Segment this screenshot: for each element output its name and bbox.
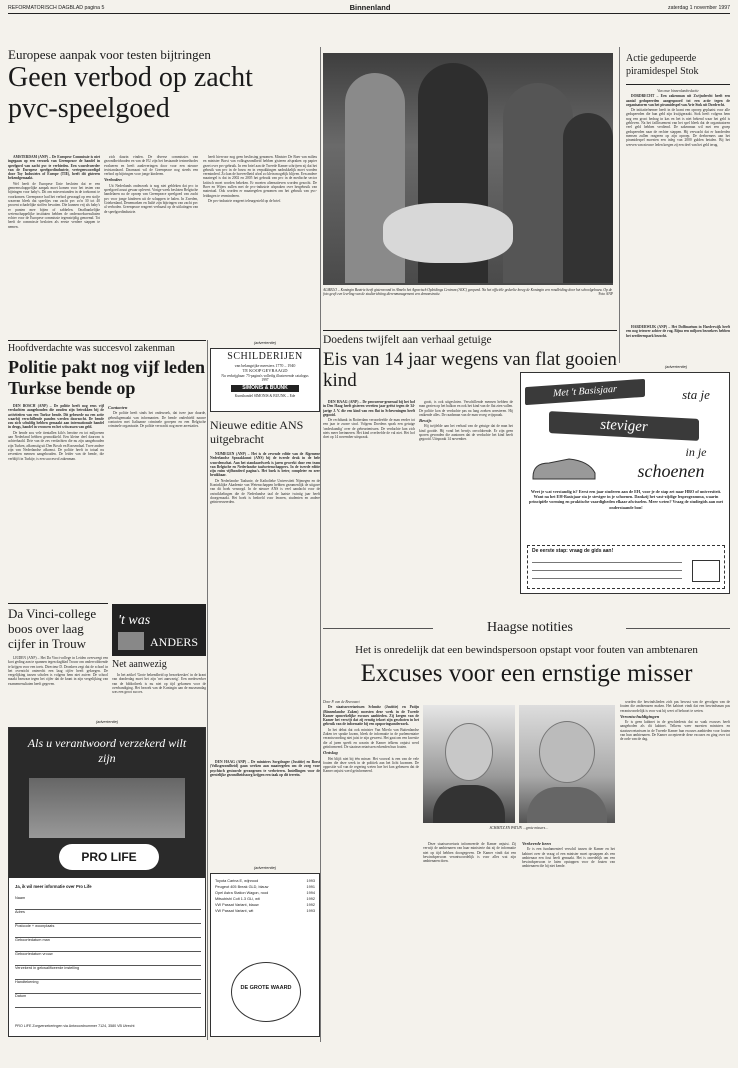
- turkse-lead: DEN BOSCH (ANP) – De politie heeft nog eens vijf verdachten aangehouden die zouden zijn betrokken bij de activiteiten van een Turkse bende. Dit gebeurde na een actie waarbij verschillende panden werden doorzocht. De bende zou zich schuldig hebben gemaakt aan internationale handel in drugs, handel in vrouwen en het witwassen van geld.: [8, 404, 104, 430]
- schilderijen-ad: [210, 348, 320, 412]
- proflife-slogan: Als u verantwoord verzekerd wilt zijn: [27, 736, 187, 765]
- proflife-field-4[interactable]: Geboortedatum vrouw: [15, 952, 201, 966]
- car-ad: [210, 873, 320, 1037]
- car-row-1: Peugeot 405 Break GLD, blauw 1991: [215, 885, 315, 889]
- twas-title: Net aanwezig: [112, 659, 167, 670]
- ans-text: [210, 452, 320, 707]
- basisjaar-banner: Met 't Basisjaar: [525, 379, 645, 405]
- basisjaar-ad: [520, 372, 730, 594]
- beatrix-caption: ALMELO – Koningin Beatrix heeft gisteravond in Almelo het Agrarisch Opleidings Centrum (AOC) geopend. Na het officiële gedeelte kreeg de Koningin een rondleiding door het schoolgebouw. Op de foto geeft een leerling van de studierichting dierenmanagement een demonstratie. Foto ANP: [323, 288, 613, 297]
- flat-bewijs: Hij twijfelde aan het verhaal van de getuige dat de man het kind gooide. Hij vond het bewijs onvoldoende. Er zijn geen sporen gevonden die aantonen dat de verdachte het kind heeft gegooid. Uitspraak 14 november.: [419, 424, 513, 442]
- turkse-sub-contacten: Contacten: [108, 405, 128, 410]
- haagse-col-1: [323, 700, 419, 1040]
- main-sub-verboden: Verboden: [104, 177, 122, 183]
- flat-sub-bewijs: Bewijs: [419, 418, 432, 424]
- proflife-field-0[interactable]: Naam: [15, 896, 201, 910]
- eh-logo-icon: [692, 560, 720, 582]
- basisjaar-body: Weet je wat verstandig is? Eerst een jaar studeren aan de EH, voor je de stap zet naar HBO of universiteit. Want na het EH-Basisjaar sta je steviger in je schoenen. Dankzij het vast-zijdige lesprogramma, waarin principiële vorming en praktische vaardigheden elkaar afwisselen. Meer weten? Vraag de studiegids aan met onderstaande bon!: [529, 489, 723, 510]
- car-row-0: Toyota Carina E, wijnrood 1993: [215, 879, 315, 883]
- basisjaar-schoenen: schoenen: [637, 461, 705, 481]
- turkse-title: Politie pakt nog vijf leden Turkse bende op: [8, 357, 205, 398]
- header-date: zaterdag 1 november 1997: [667, 5, 730, 11]
- haagse-sub-verkeerde: Verkeerde been: [522, 842, 551, 846]
- proflife-field-5[interactable]: Verzekerd in gekwalificeerde instelling: [15, 966, 201, 980]
- haagse-col-3: [620, 700, 730, 1040]
- family-photo: [29, 778, 185, 838]
- schilderijen-title: SCHILDERIJEN: [227, 351, 303, 362]
- turkse-contacten: De politie heeft sinds het onderzoek, dat twee jaar duurde, gebruikgemaakt van informanten. De bende onderhield nauwe contacten met Italiaanse criminele groepen en een Belgische criminele organisatie. De politie verwacht nog meer arrestaties.: [108, 411, 206, 429]
- ans-lead: NIJMEGEN (ANP) – Het is de zevende editie van de Algemene Nederlandse Spraakkunst (ANS) bij de tweede druk in de hele woordenschat. Aan het standaardwerk is jaren gewerkt door een team van Belgische en Nederlandse taalwetenschappers. In de tweede editie zijn ruim vijfhonderd pagina's. Het boek is beter, completer en zeer bruikbaar.: [210, 452, 320, 478]
- proflife-field-3[interactable]: Geboortedatum man: [15, 938, 201, 952]
- schilderijen-adv-label: (advertentie): [253, 340, 277, 345]
- main-col-2: [104, 155, 198, 335]
- haagse-verontschuldiging: Er is geen kabinet in de geschiedenis dat zo vaak excuses heeft aangeboden als dit kabinet. Telkens weer moesten ministers en staatssecretarissen in de Tweede Kamer hun excuses aanbieden voor fouten van hun ambtenaren. De Kamer accepteerde deze excuses en ging over tot de orde van de dag.: [620, 720, 730, 742]
- proflife-ad: [8, 727, 206, 1037]
- proflife-field-1[interactable]: Adres: [15, 910, 201, 924]
- header-paper: REFORMATORISCH DAGBLAD pagina 5: [8, 5, 105, 11]
- shoe-icon: [529, 453, 599, 483]
- basisjaar-adv-label: (advertentie): [664, 364, 688, 369]
- haagse-ontslag: Het blijft niet bij één misser. Het voorval is een van de vele fouten die deze week in de politiek aan het licht kwamen. De oppositie wil van de regering weten hoe het kon gebeuren dat de Kamer onjuist werd geïnformeerd.: [323, 756, 419, 774]
- main-col3b-text: De pvc-industrie reageert teleurgesteld op de brief.: [208, 198, 282, 203]
- haagse-photo-caption: SCHMITZ EN PATIJN …grote missers…: [489, 826, 549, 830]
- justitie-brief: DEN HAAG (ANP) – De ministers Sorgdrager (Justitie) en Borst (Volksgezondheid) gaan werken aan maatregelen om de zorg voor psychisch gestoorde gevangenen te verbeteren. Instellingen voor de geestelijke gezondheidszorg krijgen een taak op dit terrein.: [210, 760, 320, 777]
- stok-byline: Van onze binnenlandredactie: [657, 89, 699, 93]
- proflife-brand: PRO LIFE: [81, 850, 137, 864]
- turkse-col-2: [108, 404, 206, 604]
- main-col-3: [203, 155, 317, 335]
- proflife-form-title: Ja, ik wil meer informatie over Pro Life: [15, 884, 92, 889]
- haagse-col3: worden die bewindslieden zich pas bewust van de gevolgen van de fouten die ambtenaren maken. Het kabinet vindt dat een bewindsman pas verantwoordelijk is voor wat hij weet of behoort te weten.: [620, 700, 730, 713]
- car-row-3: Mitsubishi Colt 1.3 GLi, wit 1992: [215, 897, 315, 901]
- main-kicker: Europese aanpak voor testen bijtringen: [8, 47, 211, 62]
- car-dealer-name: DE GROTE WAARD: [240, 985, 292, 991]
- beatrix-credit: Foto ANP: [598, 292, 613, 297]
- haagse-kicker: Het is onredelijk dat een bewindspersoon opstapt voor fouten van ambtenaren: [355, 644, 698, 656]
- turkse-col-1: [8, 404, 104, 604]
- patijn-photo: [519, 705, 615, 823]
- header-section: Binnenland: [349, 3, 391, 12]
- haagse-verkeerde: Er is een fundamenteel verschil tussen de Kamer en het kabinet over de vraag of een minister moet opstappen als een ambtenaar een fout heeft gemaakt. Het is onredelijk om een bewindspersoon te laten opstappen voor de fouten van ambtenaren die hij niet kende.: [522, 847, 615, 869]
- main-title: Geen verbod op zacht pvc-speelgoed: [8, 62, 253, 124]
- harderwijk-brief: HARDERWIJK (ANP) – Het Dolfinarium in Harderwijk heeft een nog tetrorer achter de rug. Bijna een miljoen bezoekers hebben het zeedierenpark bezocht.: [626, 325, 730, 338]
- flat-col-2: [419, 400, 513, 590]
- stok-text: [626, 89, 730, 329]
- basisjaar-banner-2: steviger: [549, 411, 699, 441]
- flat-col-1: [323, 400, 415, 590]
- schilderijen-firm: SIMONIS & BUUNK: [231, 385, 299, 392]
- haagse-col-2: [423, 842, 615, 1040]
- stok-body: De initiatiefnemer heeft in de krant een oproep geplaatst voor alle gedupeerden die hun geld zijn kwijtgeraakt. Stok heeft volgens hem nog een groot bedrag in kas en het is niet bekend waar het geld is gebleven. Na het faillissement van het spel bleek dat de organisatoren veel geld hebben verdiend. De zakenman wil met een groep gedupeerden naar de rechter stappen. Hij verwacht dat er honderden mensen zullen reageren op zijn oproep. De deelnemers aan het piramidespel moesten een inleg van 2000 gulden betalen. Bij het werven van nieuwe leden kregen zij een deel van het geld terug.: [626, 108, 730, 147]
- basisjaar-in-je: in je: [685, 445, 707, 459]
- davinci-body: LEIDEN (ANP) – Het Da Vinci-college in Leiden overweegt een kort geding aan te spannen tegen dagblad Trouw om ondervoldoende te krijgen voor een toets. Directeur D. Dronkers zegt dat de school in het overzicht onterecht een laag cijfer heeft gekregen. De vergelijking tussen scholen is volgens hem niet zuiver. De school maakt bezwaar tegen het cijfer dat de krant in zijn vergelijking van examenresultaten heeft gegeven.: [8, 656, 108, 686]
- haagse-body: In het debat dat ook minister Van Mierlo van Buitenlandse Zaken ter sprake kwam, bleek de informatie in de parlementaire verantwoording niet juist te zijn geweest. Het gaat om een kwestie die al jaren speelt en waarin de Kamer telkens onjuist werd geïnformeerd. De staatssecretarissen erkenden hun fouten.: [323, 727, 419, 749]
- basisjaar-coupon[interactable]: [527, 545, 725, 589]
- car-row-4: VW Passat Variant, blauw 1992: [215, 903, 315, 907]
- basisjaar-sta: sta je: [682, 387, 710, 402]
- svg-text:'t was: 't was: [118, 613, 151, 628]
- haagse-lead: De staatssecretarissen Schmitz (Justitie) en Patijn (Binnenlandse Zaken) moesten deze week in de Tweede Kamer opmerkelijke excuses aanbieden. Zij kregen van de Kamer het verwijt dat zij ernstig tekort zijn geschoten in het gebruik van de informatie bij een opsporingsonderzoek.: [323, 705, 419, 727]
- haagse-banner: Haagse notities: [487, 620, 573, 635]
- car-dealer-logo: [231, 962, 301, 1022]
- flat-title: Eis van 14 jaar wegens van flat gooien kind: [323, 349, 617, 391]
- davinci-title: Da Vinci-college boos over laag cijfer in Trouw: [8, 606, 97, 651]
- twas-body: In het artikel 'Grote bekendheid op bezoekerskes' in de krant van donderdag moet het zijn 'net aanwezig'. Een medewerker van de bibliotheek is nu niet op tijd gekomen voor de overhandiging. Het bezoek van de Koningin aan de museumdag was een groot succes.: [112, 673, 206, 695]
- main-col2-text: zich daarin vinden. De diverse commissies van gezondheidsraden en van de EU zijn het bestaande testmethodes evalueren en heeft aanleveringen door voor een nieuwe teststandaard. Daarnaast wil de Greenpeace nog steeds een verbod op bijtringen voor jonge kinderen.: [104, 155, 198, 177]
- proflife-field-2[interactable]: Postcode + woonplaats: [15, 924, 201, 938]
- turkse-kicker: Hoofdverdachte was succesvol zakenman: [8, 343, 175, 354]
- schilderijen-cat: Nu verkrijgbaar: 75-pagina's volledig illustrerende catalogus 1997: [221, 374, 309, 383]
- haagse-banner-line-2: [626, 628, 730, 629]
- car-list: [215, 878, 315, 948]
- main-lead: AMSTERDAM (ANP) – De Europese Commissie is niet ingegaan op een verzoek van Greenpeace de handel in speelgoed van zacht pvc te verbieden. Een woordvoerder van de Europese speelgoedindustrie, vertegenwoordigd door Toy Industries of Europe (TIE), heeft dit gisteren bekendgemaakt.: [8, 155, 100, 181]
- schilderijen-line: TE KOOP GEVRAAGD: [242, 368, 288, 373]
- proflife-logo: [59, 844, 159, 870]
- flat-lead: DEN HAAG (ANP) – De procureur-generaal bij het hof in Den Haag heeft gisteren veertien jaar geëist tegen de 34-jarige J. V. die een kind van een flat in Scheveningen heeft gegooid.: [323, 400, 415, 417]
- flat-col2: gooit, is ook uitgesloten. Verschillende mensen hebben de man gezien op het balkon en ook het kind van de flat zien vallen. De politie kon de verdachte pas na lang zoeken arresteren. Hij ontkende alles. De raadsman van de man vroeg vrijspraak.: [419, 400, 513, 417]
- basisjaar-coupon-title: De eerste stap: vraag de gids aan!: [532, 548, 614, 554]
- haagse-title: Excuses voor een ernstige misser: [360, 660, 693, 687]
- car-adv-label: (advertentie): [253, 865, 277, 870]
- ans-kicker: Nieuwe editie ANS uitgebracht: [210, 418, 304, 446]
- car-row-2: Opel Astra Station Wagon, rood 1994: [215, 891, 315, 895]
- proflife-footer: PRO LIFE Zorgverzekeringen via Antwoordnummer 7124, 3580 VB Utrecht: [15, 1024, 135, 1028]
- proflife-adv-label: (advertentie): [95, 719, 119, 724]
- flat-kicker: Doedens twijfelt aan verhaal getuige: [323, 334, 492, 346]
- beatrix-photo: [323, 53, 613, 285]
- flat-body: De rechtbank in Rotterdam veroordeelde de man eerder tot een jaar te zware straf. Volgens Doedens sprak een getuige 'ondeskundig' over de gebeurtenissen. De verdachte kon zich niets meer herinneren. Het kind overleefde de val niet. Het hof doet op 14 november uitspraak.: [323, 418, 415, 440]
- main-col-1: [8, 155, 100, 335]
- haagse-banner-line: [323, 628, 433, 629]
- schmitz-photo: [423, 705, 515, 823]
- svg-text:ANDERS: ANDERS: [150, 635, 199, 649]
- schilderijen-sub: van belangrijke meesters 1770 – 1940: [234, 363, 296, 368]
- haagse-sub-ontslag: Ontslag: [323, 750, 338, 756]
- stok-lead: DORDRECHT – Een zakenman uit Zwijndrecht heeft een aantal gedupeerden aangespoord tot een actie tegen de organisatoren van het piramidespel van Arie Stok uit Dordrecht.: [626, 94, 730, 107]
- haagse-byline: Door P. van de Breevaart: [323, 700, 360, 704]
- main-col2b-text: Uit Nederlands onderzoek is nog niet gebleken dat pvc in speelgoed acuut gevaar oplevert. Vorige week besloten Belgische handelaren na de oproep van Greenpeace speelgoed van zacht pvc voor jonge kinderen uit de schappen te halen. In Zweden, Griekenland, Denemarken en Italië zijn bijtringen van zacht pvc al verboden. Greenpeace reageert verbaasd op de uitlatingen van de speelgoedindustrie.: [104, 183, 198, 214]
- haagse-col2: Deze staatssecretaris informeerde de Kamer onjuist. Zij verwijt de ambtenaren van haar ministerie dat zij de informatie niet op tijd hebben doorgegeven. De Kamer vindt dat een bewindspersoon verantwoordelijk is voor alles wat zijn ambtenaren doen.: [423, 842, 516, 864]
- stok-kicker: Actie gedupeerde piramidespel Stok: [626, 53, 699, 77]
- haagse-sub-verontschuldiging: Verontschuldigingen: [620, 713, 660, 719]
- main-col3-text: heeft hiervoor nog geen beslissing genomen. Minister De Boer van milieu en minister Borst van volksgezondheid hebben gisteren afspraken op papier gezet over pvc-gebruik. In een brief aan de Tweede Kamer schrijven zij dat het gebruik van pvc in de bouw en in verpakkingen nadrukkelijk moet worden verminderd. Zo kan de hoeveelheid afval zo klein mogelijk blijven. Een andere maatregel is dat in 2002 en 2005 het gebruik van pvc in de medische sector kritisch moet worden bekeken. Er moeten alternatieven worden gezocht. De Boer en Wijers zullen met de pvc-industrie afspraken over hergebruik van materiaal. Ook worden er maatregelen genomen om het gebruik van pvc-leidingen te verminderen.: [203, 155, 317, 198]
- proflife-field-7[interactable]: Datum: [15, 994, 201, 1008]
- car-row-5: VW Passat Variant, wit 1993: [215, 909, 315, 913]
- proflife-field-6[interactable]: Handtekening: [15, 980, 201, 994]
- twas-graphic: [112, 604, 206, 656]
- turkse-body: De bende zou vele tientallen kilo's heroïne en tot miljoenen aan Nederland hebben gesmokkeld. Een kleine deel daarvan is achterhaald. Drie van de zes verdachten die nu zijn aangehouden zijn Turken, afkomstig uit Den Bosch en Roosendaal. Twee andere zijn van Nederlandse afkomst. De politie heeft in totaal nu zeventien mensen aangehouden. De leider van de bende, die verblijft in Turkije, is een succesvol zakenman.: [8, 430, 104, 461]
- ans-body: De Nederlandse Taalunie, de Katholieke Universiteit Nijmegen en de Koninklijke Akademie van Wetenschappen hebben gezamenlijk de uitgave van dit boek verzorgd. In de nieuwe ANS is veel aandacht voor de ontwikkelingen die de Nederlandse taal de laatste twintig jaar heeft doorgemaakt. Het boek is bedoeld voor leraren, studenten en andere geïnteresseerden.: [210, 478, 320, 505]
- main-col1-text: Wel heeft de Europese Unie besloten dat er een gemeenschappelijke aanpak moet komen voor het testen van bijtringen voor baby's. Dit om misverstanden in de toekomst te voorkomen. Greenpeace had het verbod gevraagd op een stofje waarvan bleek dat speeltjes van zacht pvc zo'n 30 tot 40 procent schadelijke stoffen bevatten. Die kunnen vrij als baby's er punten mee bijten of sabbelen. Onafhankelijke wetenschappelijke instituten hebben de onderzoeksresultaten echter voor de Europese commissie tegenstrijdig genoemd. Tot heeft de commissie besloten als eerste verdere stappen te nemen.: [8, 181, 100, 229]
- proflife-form[interactable]: [15, 896, 201, 1016]
- schilderijen-addr: Kunsthandel SIMONIS & BUUNK – Ede: [234, 393, 296, 398]
